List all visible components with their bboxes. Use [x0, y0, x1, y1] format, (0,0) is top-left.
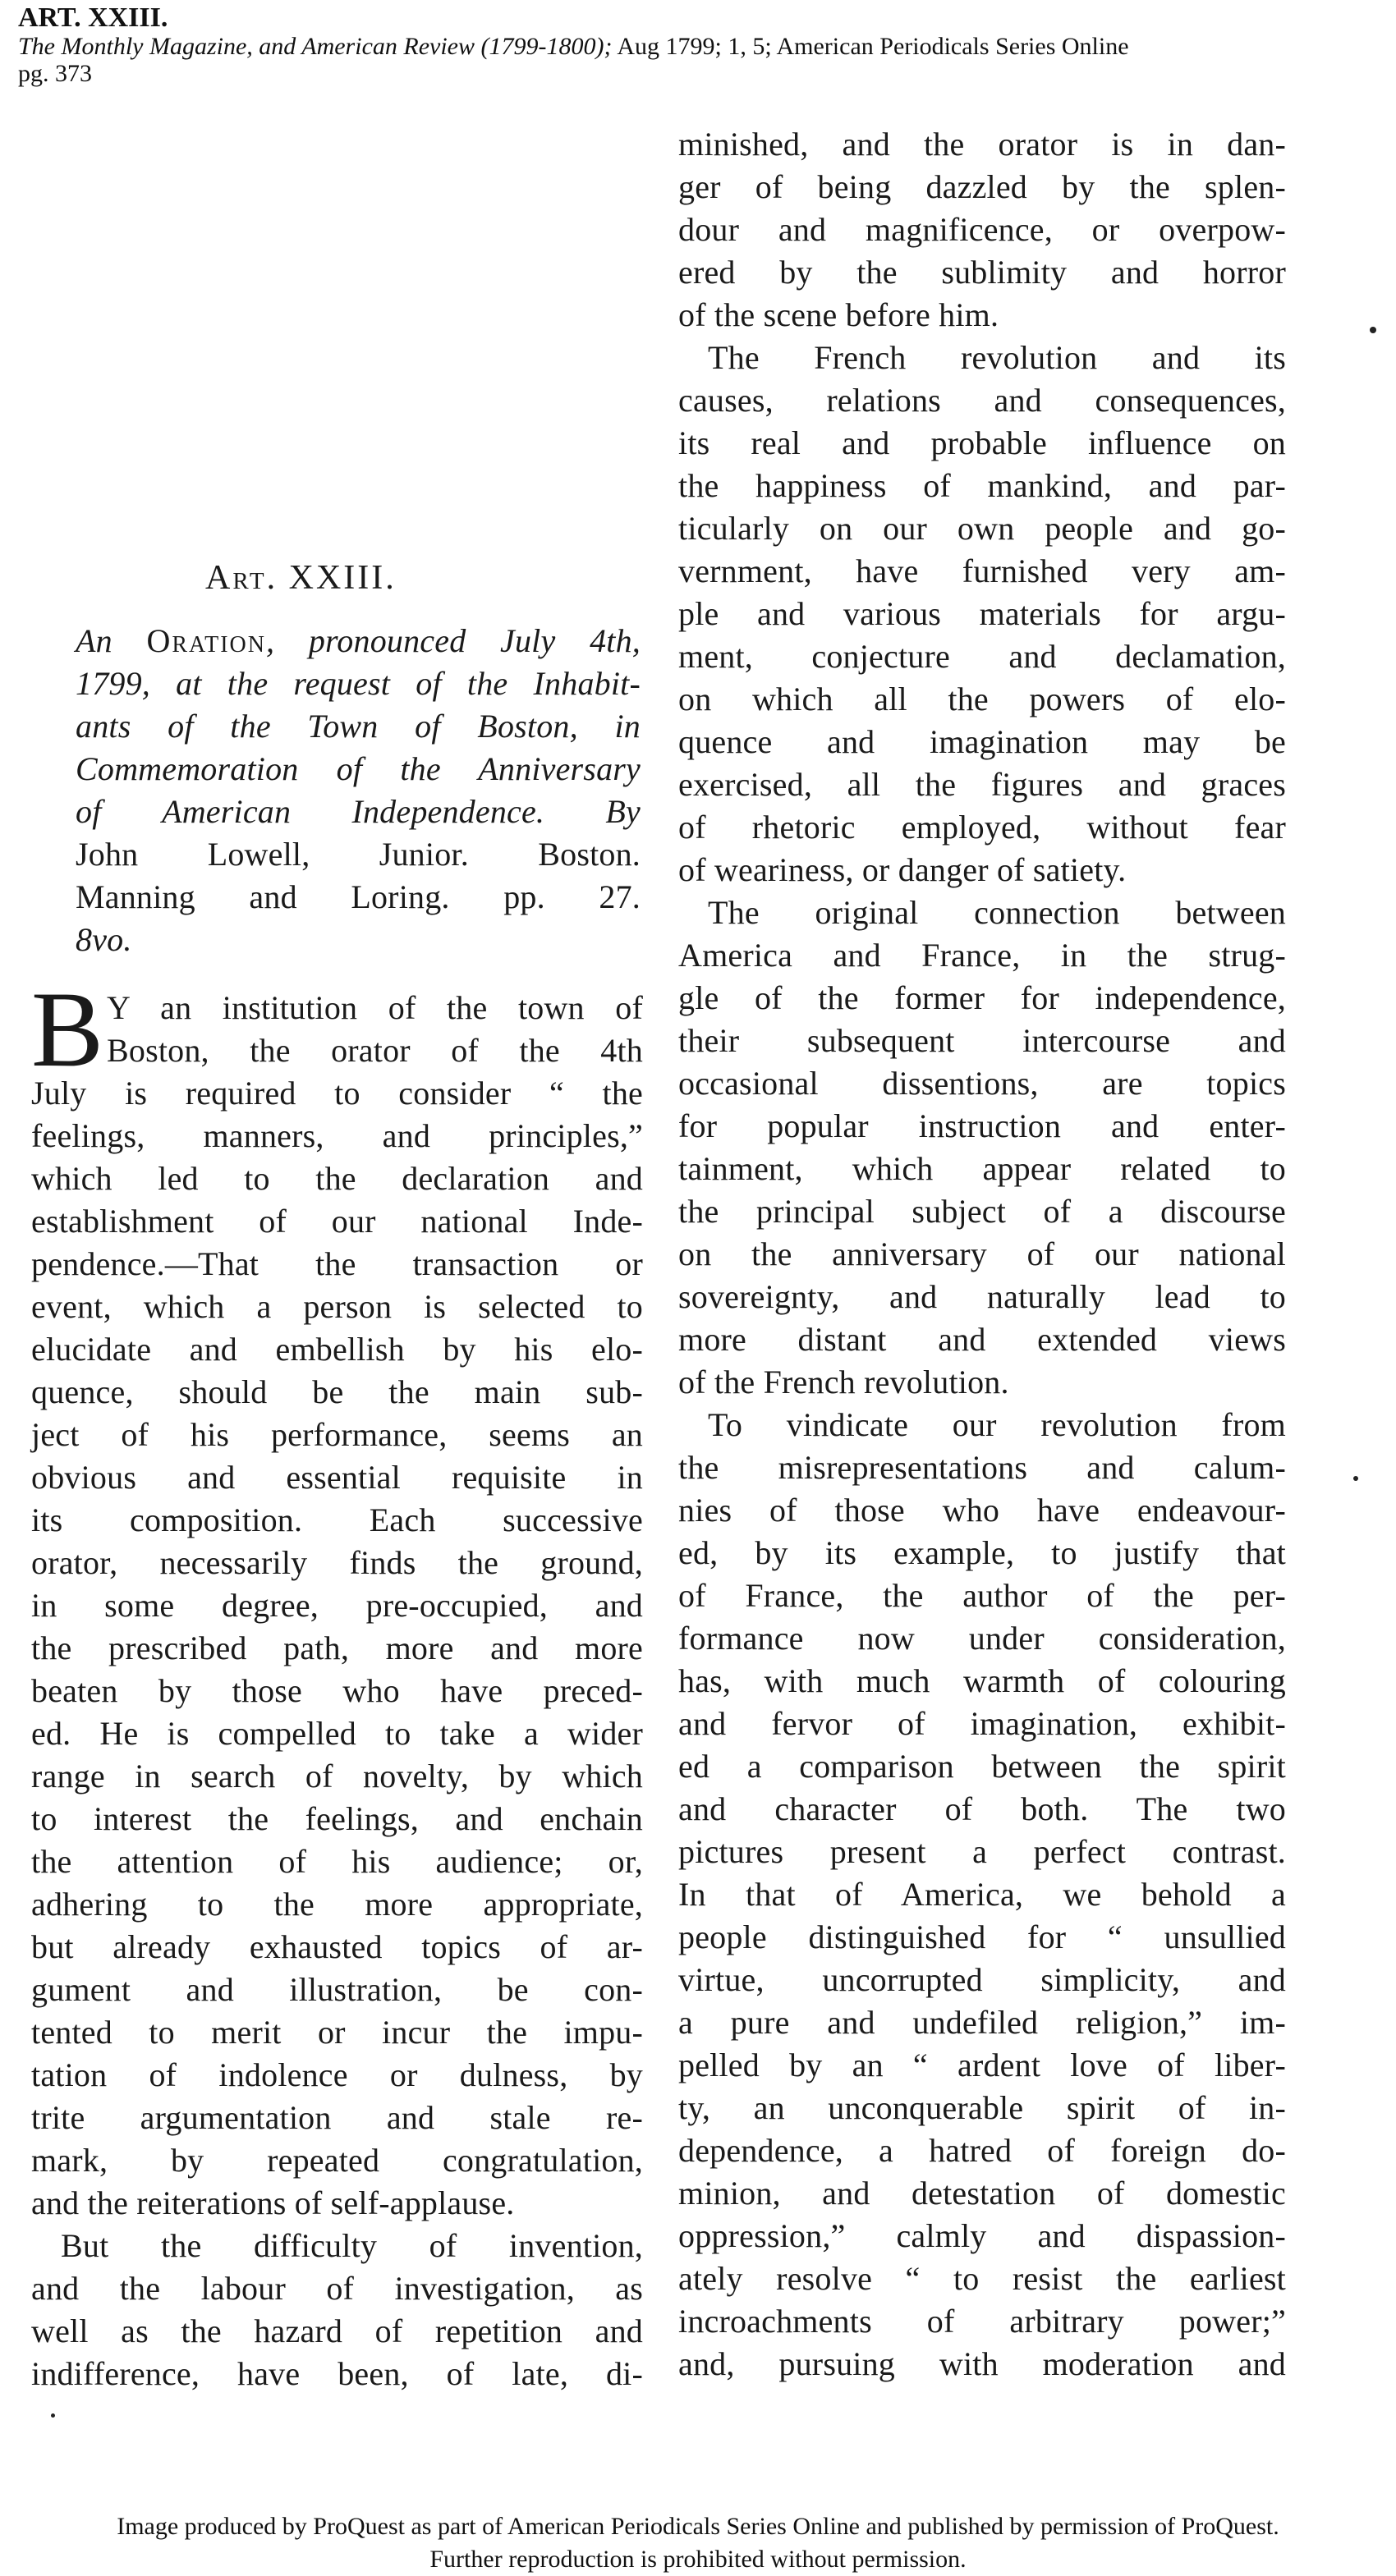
text-line: ject of his performance, seems an	[31, 1416, 643, 1453]
text-line: In that of America, we behold a	[678, 1876, 1286, 1913]
text-line: minion, and detestation of domestic	[678, 2175, 1286, 2212]
left-column	[31, 987, 643, 2395]
text-line: Y an institution of the town of	[107, 989, 643, 1026]
text-line: the principal subject of a discourse	[678, 1193, 1286, 1230]
subtitle-line: ants of the Town of Boston, in	[76, 708, 641, 745]
text-line: event, which a person is selected to	[31, 1288, 643, 1325]
text-line: gle of the former for independence,	[678, 979, 1286, 1016]
article-number: ART. XXIII.	[18, 2, 168, 33]
footer-line: Further reproduction is prohibited without permission.	[429, 2546, 967, 2573]
issue-info: Aug 1799; 1, 5; American Periodicals Series Online	[612, 33, 1129, 60]
text-line: of France, the author of the per-	[678, 1577, 1286, 1614]
text-line: the misrepresentations and calum-	[678, 1449, 1286, 1486]
subtitle-line: of American Independence. By	[76, 793, 641, 830]
text-line: The French revolution and its	[708, 339, 1286, 376]
text-line: which led to the declaration and	[31, 1160, 643, 1197]
text-line: ed. He is compelled to take a wider	[31, 1715, 643, 1752]
text-line: quence and imagination may be	[678, 723, 1286, 760]
text-line: on the anniversary of our national	[678, 1235, 1286, 1272]
text-line: ty, an unconquerable spirit of in-	[678, 2089, 1286, 2126]
text-line: pendence.—That the transaction or	[31, 1245, 643, 1282]
text-line: gument and illustration, be con-	[31, 1971, 643, 2008]
text-line: and the reiterations of self-applause.	[31, 2184, 515, 2221]
text-line: orator, necessarily finds the ground,	[31, 1544, 643, 1581]
text-line: tation of indolence or dulness, by	[31, 2056, 643, 2093]
text-line: mark, by repeated congratulation,	[31, 2142, 643, 2179]
text-line: pelled by an “ ardent love of liber-	[678, 2047, 1286, 2083]
text-line: in some degree, pre-occupied, and	[31, 1587, 643, 1624]
text-line: beaten by those who have preced-	[31, 1672, 643, 1709]
text-line: ately resolve “ to resist the earliest	[678, 2260, 1286, 2297]
text-line: and fervor of imagination, exhibit-	[678, 1705, 1286, 1742]
text-line: their subsequent intercourse and	[678, 1022, 1286, 1059]
text-line: July is required to consider “ the	[31, 1075, 643, 1112]
text-line: pictures present a perfect contrast.	[678, 1833, 1286, 1870]
subtitle-line: John Lowell, Junior. Boston.	[76, 836, 641, 873]
text-line: its real and probable influence on	[678, 424, 1286, 461]
subtitle-line: An Oration, pronounced July 4th,	[76, 622, 641, 659]
text-line: exercised, all the figures and graces	[678, 766, 1286, 803]
text-line: but already exhausted topics of ar-	[31, 1928, 643, 1965]
text-line: Boston, the orator of the 4th	[107, 1032, 643, 1069]
text-line: formance now under consideration,	[678, 1620, 1286, 1657]
text-line: of the French revolution.	[678, 1364, 1009, 1400]
text-line: nies of those who have endeavour-	[678, 1492, 1286, 1529]
drop-cap: B	[31, 969, 104, 1089]
text-line: vernment, have furnished very am-	[678, 552, 1286, 589]
text-line: minished, and the orator is in dan-	[678, 126, 1286, 163]
text-line: of rhetoric employed, without fear	[678, 809, 1286, 846]
text-line: elucidate and embellish by his elo-	[31, 1331, 643, 1368]
page-number: pg. 373	[18, 60, 92, 87]
text-line: incroachments of arbitrary power;”	[678, 2303, 1286, 2340]
article-heading: Art. XXIII.	[205, 559, 397, 597]
text-line: causes, relations and consequences,	[678, 382, 1286, 419]
text-line: the prescribed path, more and more	[31, 1629, 643, 1666]
subtitle-line: Manning and Loring. pp. 27.	[76, 878, 641, 915]
text-line: of the scene before him.	[678, 296, 999, 333]
text-line: sovereignty, and naturally lead to	[678, 1278, 1286, 1315]
text-line: feelings, manners, and principles,”	[31, 1117, 643, 1154]
text-line: range in search of novelty, by which	[31, 1758, 643, 1794]
text-line: and the labour of investigation, as	[31, 2270, 643, 2307]
text-line: But the difficulty of invention,	[61, 2227, 643, 2264]
text-line: ticularly on our own people and go-	[678, 510, 1286, 547]
text-line: and, pursuing with moderation and	[678, 2345, 1286, 2382]
text-line: for popular instruction and enter-	[678, 1107, 1286, 1144]
text-line: ed, by its example, to justify that	[678, 1534, 1286, 1571]
text-line: the happiness of mankind, and par-	[678, 467, 1286, 504]
copyright-footer	[0, 2510, 1396, 2576]
text-line: America and France, in the strug-	[678, 937, 1286, 974]
text-line: more distant and extended views	[678, 1321, 1286, 1358]
text-line: has, with much warmth of colouring	[678, 1662, 1286, 1699]
citation-header	[18, 3, 1381, 87]
text-line: dependence, a hatred of foreign do-	[678, 2132, 1286, 2169]
text-line: dour and magnificence, or overpow-	[678, 211, 1286, 248]
text-line: tented to merit or incur the impu-	[31, 2014, 643, 2051]
text-line: its composition. Each successive	[31, 1501, 643, 1538]
text-line: ment, conjecture and declamation,	[678, 638, 1286, 675]
book-citation	[33, 620, 641, 961]
right-column	[678, 123, 1286, 2386]
text-line: ered by the sublimity and horror	[678, 254, 1286, 291]
text-line: on which all the powers of elo-	[678, 681, 1286, 717]
journal-title: The Monthly Magazine, and American Review (1799-1800);	[18, 33, 613, 60]
subtitle-line: 8vo.	[76, 921, 132, 958]
text-line: well as the hazard of repetition and	[31, 2312, 643, 2349]
text-line: quence, should be the main sub-	[31, 1373, 643, 1410]
text-line: of weariness, or danger of satiety.	[678, 851, 1127, 888]
subtitle-line: Commemoration of the Anniversary	[76, 750, 641, 787]
scan-speck	[51, 2413, 55, 2418]
text-line: To vindicate our revolution from	[708, 1406, 1286, 1443]
text-line: people distinguished for “ unsullied	[678, 1918, 1286, 1955]
source-citation	[18, 33, 1381, 61]
text-line: obvious and essential requisite in	[31, 1459, 643, 1496]
text-line: a pure and undefiled religion,” im-	[678, 2004, 1286, 2041]
text-line: to interest the feelings, and enchain	[31, 1800, 643, 1837]
text-line: virtue, uncorrupted simplicity, and	[678, 1961, 1286, 1998]
text-line: tainment, which appear related to	[678, 1150, 1286, 1187]
text-line: occasional dissentions, are topics	[678, 1065, 1286, 1102]
text-line: The original connection between	[708, 894, 1286, 931]
scan-speck	[1353, 1476, 1358, 1481]
text-line: ple and various materials for argu-	[678, 595, 1286, 632]
text-line: and character of both. The two	[678, 1790, 1286, 1827]
subtitle-line: 1799, at the request of the Inhabit-	[76, 665, 641, 702]
footer-line: Image produced by ProQuest as part of American Periodicals Series Online and published by permission of ProQuest.	[117, 2513, 1279, 2540]
text-line: the attention of his audience; or,	[31, 1843, 643, 1880]
text-line: ger of being dazzled by the splen-	[678, 168, 1286, 205]
text-line: ed a comparison between the spirit	[678, 1748, 1286, 1785]
text-line: adhering to the more appropriate,	[31, 1886, 643, 1923]
text-line: oppression,” calmly and dispassion-	[678, 2217, 1286, 2254]
scan-speck	[1370, 327, 1376, 333]
text-line: establishment of our national Inde-	[31, 1203, 643, 1240]
text-line: indifference, have been, of late, di-	[31, 2355, 643, 2392]
text-line: trite argumentation and stale re-	[31, 2099, 643, 2136]
